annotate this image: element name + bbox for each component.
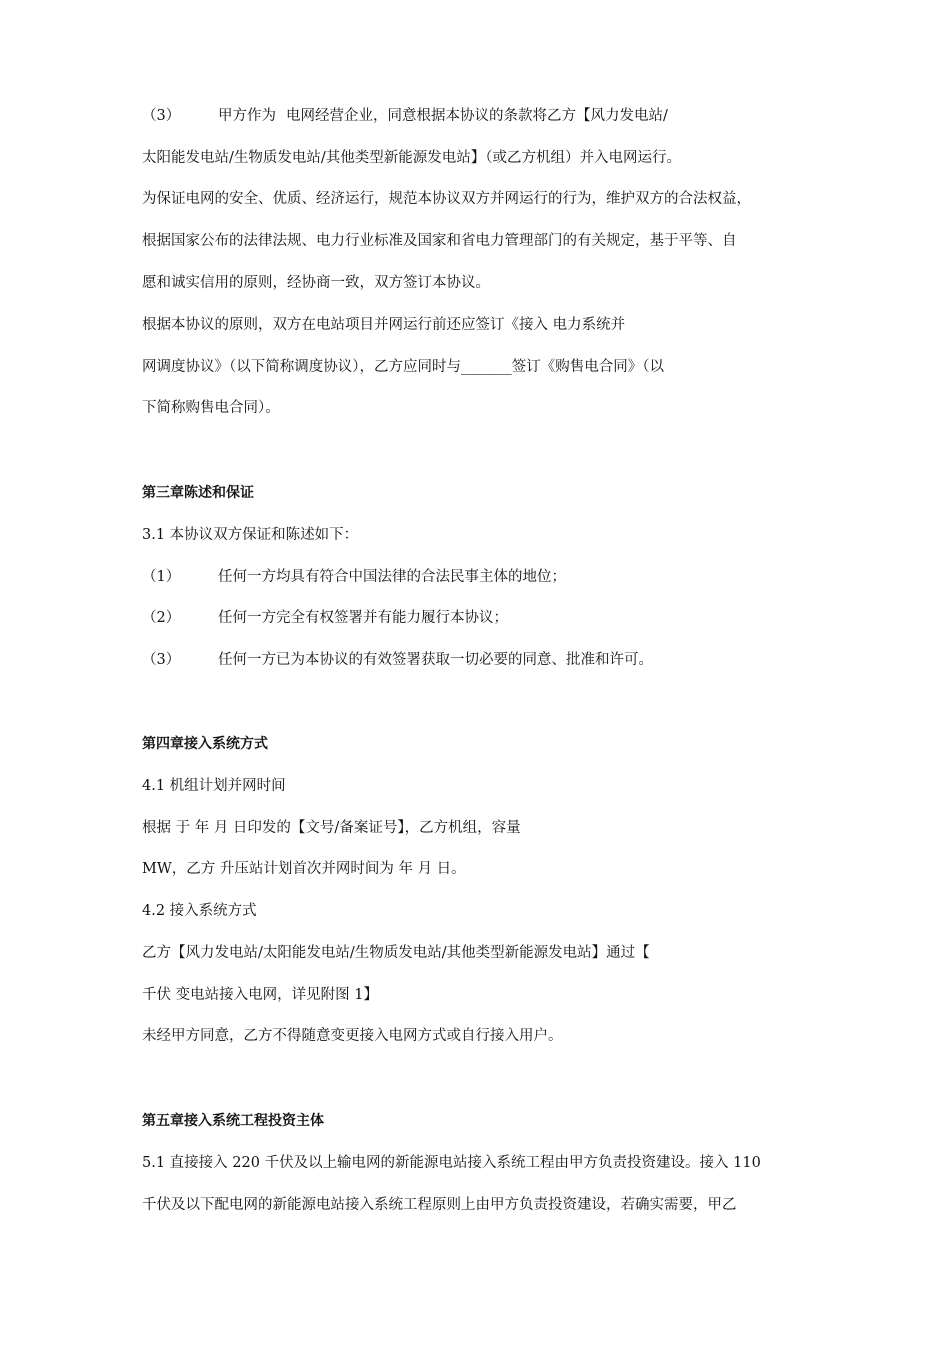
item-text: 任何一方完全有权签署并有能力履行本协议； bbox=[218, 610, 508, 626]
item-number: （3） bbox=[142, 108, 181, 124]
item-text-b: 电网经营企业，同意根据本协议的条款将乙方【风力发电站/ bbox=[286, 108, 668, 124]
list-item bbox=[142, 567, 566, 587]
item-number: （3） bbox=[142, 652, 181, 668]
paragraph-line: 愿和诚实信用的原则，经协商一致，双方签订本协议。 bbox=[142, 275, 490, 291]
paragraph-line: 未经甲方同意，乙方不得随意变更接入电网方式或自行接入用户。 bbox=[142, 1028, 563, 1044]
item-text: 任何一方均具有符合中国法律的合法民事主体的地位； bbox=[218, 569, 566, 585]
section-4-1: 4.1 机组计划并网时间 bbox=[142, 778, 286, 794]
paragraph-line: 根据本协议的原则，双方在电站项目并网运行前还应签订《接入 电力系统并 bbox=[142, 317, 626, 333]
item-text-a: 甲方作为 bbox=[218, 108, 276, 124]
section-4-2: 4.2 接入系统方式 bbox=[142, 903, 257, 919]
paragraph-line: 根据 于 年 月 日印发的【文号/备案证号】，乙方机组，容量 bbox=[142, 820, 521, 836]
item-number: （2） bbox=[142, 610, 181, 626]
item-3-line bbox=[142, 106, 668, 126]
paragraph-line: 乙方【风力发电站/太阳能发电站/生物质发电站/其他类型新能源发电站】通过【 bbox=[142, 945, 650, 961]
paragraph-line: 网调度协议》（以下简称调度协议），乙方应同时与_______签订《购售电合同》（以 bbox=[142, 359, 664, 375]
paragraph-line: 为保证电网的安全、优质、经济运行，规范本协议双方并网运行的行为，维护双方的合法权益， bbox=[142, 191, 751, 207]
section-3-1: 3.1 本协议双方保证和陈述如下： bbox=[142, 527, 359, 543]
paragraph-line: MW，乙方 升压站计划首次并网时间为 年 月 日。 bbox=[142, 861, 466, 877]
section-5-1: 5.1 直接接入 220 千伏及以上输电网的新能源电站接入系统工程由甲方负责投资建设。接入 110 bbox=[142, 1155, 761, 1171]
paragraph-line: 根据国家公布的法律法规、电力行业标准及国家和省电力管理部门的有关规定，基于平等、自 bbox=[142, 233, 737, 249]
paragraph-line: 千伏及以下配电网的新能源电站接入系统工程原则上由甲方负责投资建设，若确实需要，甲乙 bbox=[142, 1197, 737, 1213]
paragraph-line: 下简称购售电合同）。 bbox=[142, 400, 280, 416]
chapter-3-title: 第三章陈述和保证 bbox=[142, 485, 254, 501]
chapter-5-title: 第五章接入系统工程投资主体 bbox=[142, 1113, 324, 1129]
list-item bbox=[142, 650, 653, 670]
item-text: 任何一方已为本协议的有效签署获取一切必要的同意、批准和许可。 bbox=[218, 652, 653, 668]
item-number: （1） bbox=[142, 569, 181, 585]
paragraph-line: 千伏 变电站接入电网，详见附图 1】 bbox=[142, 987, 378, 1003]
paragraph-line: 太阳能发电站/生物质发电站/其他类型新能源发电站】（或乙方机组）并入电网运行。 bbox=[142, 150, 682, 166]
list-item bbox=[142, 608, 508, 628]
chapter-4-title: 第四章接入系统方式 bbox=[142, 736, 268, 752]
